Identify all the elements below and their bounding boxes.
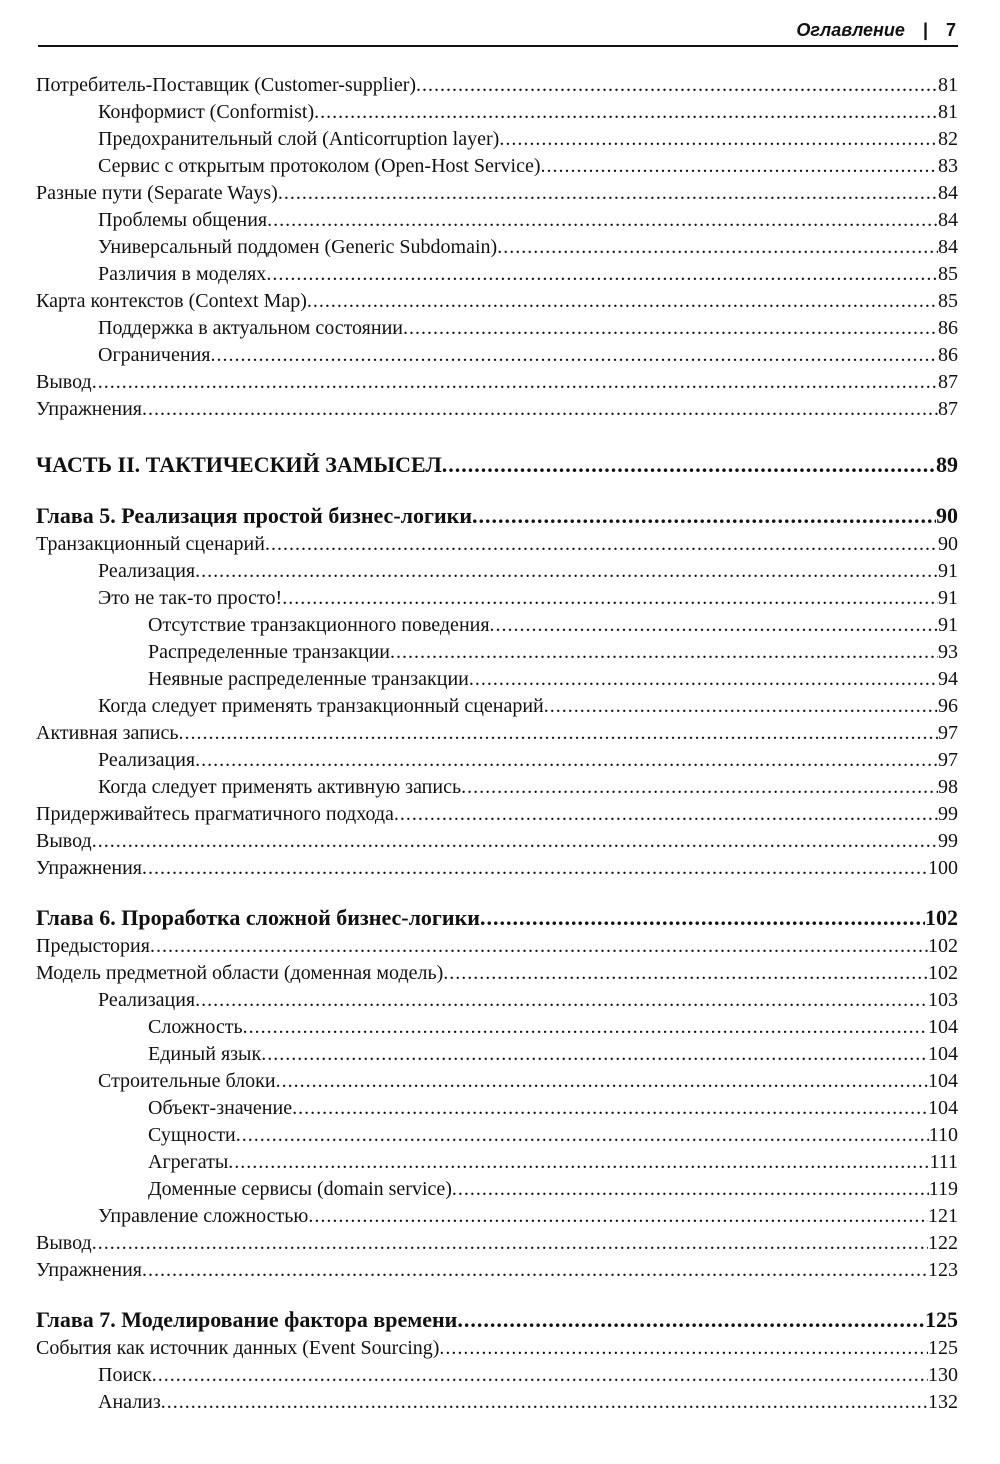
dot-leader	[152, 1362, 928, 1389]
toc-chapter-heading	[36, 903, 958, 933]
toc-entry	[36, 369, 958, 396]
dot-leader	[403, 315, 938, 342]
toc-entry-page: 94	[938, 668, 958, 690]
toc-part-heading	[36, 450, 958, 480]
toc-entry	[36, 1041, 958, 1068]
toc-entry-page: 102	[925, 905, 958, 930]
dot-leader	[544, 693, 938, 720]
toc-entry-title: Различия в моделях	[98, 263, 267, 285]
toc-entry-page: 91	[938, 560, 958, 582]
toc-entry	[36, 693, 958, 720]
toc-entry-page: 104	[928, 1097, 958, 1119]
toc-entry-page: 125	[925, 1307, 958, 1332]
toc-entry-title: Когда следует применять транзакционный сценарий	[98, 695, 544, 717]
dot-leader	[439, 1335, 928, 1362]
dot-leader	[472, 501, 936, 531]
toc-entry-title: Модель предметной области (доменная модель)	[36, 962, 444, 984]
toc-entry-page: 102	[928, 935, 958, 957]
toc-entry	[36, 987, 958, 1014]
toc-entry	[36, 1335, 958, 1362]
toc-entry-title: Это не так-то просто!	[98, 587, 283, 609]
toc-entry	[36, 960, 958, 987]
toc-entry	[36, 1203, 958, 1230]
toc-entry-title: Реализация	[98, 749, 196, 771]
dot-leader	[92, 369, 938, 396]
toc-entry-title: Сущности	[148, 1124, 236, 1146]
toc-entry-page: 104	[928, 1043, 958, 1065]
dot-leader	[92, 1230, 928, 1257]
dot-leader	[497, 234, 938, 261]
toc-entry-page: 132	[928, 1391, 958, 1413]
toc-entry-page: 84	[938, 209, 958, 231]
toc-entry	[36, 747, 958, 774]
toc-entry-title: Доменные сервисы (domain service)	[148, 1178, 452, 1200]
toc-entry-title: Объект-значение	[148, 1097, 293, 1119]
dot-leader	[452, 1176, 929, 1203]
toc-entry	[36, 1230, 958, 1257]
toc-entry-title: Отсутствие транзакционного поведения	[148, 614, 490, 636]
toc-entry	[36, 72, 958, 99]
dot-leader	[416, 72, 938, 99]
dot-leader	[278, 180, 938, 207]
toc-entry-page: 98	[938, 776, 958, 798]
dot-leader	[178, 720, 938, 747]
toc-entry	[36, 99, 958, 126]
toc-entry	[36, 315, 958, 342]
toc-entry-page: 91	[938, 614, 958, 636]
header-title: Оглавление	[796, 20, 905, 40]
dot-leader	[92, 828, 938, 855]
toc-entry-page: 99	[938, 803, 958, 825]
toc-entry	[36, 1014, 958, 1041]
toc-entry	[36, 261, 958, 288]
dot-leader	[307, 288, 938, 315]
dot-leader	[195, 747, 938, 774]
dot-leader	[161, 1389, 928, 1416]
toc-entry	[36, 126, 958, 153]
toc-entry-title: Упражнения	[36, 857, 142, 879]
toc-entry	[36, 855, 958, 882]
toc-entry	[36, 153, 958, 180]
toc-entry	[36, 828, 958, 855]
toc-entry-title: Глава 6. Проработка сложной бизнес-логики	[36, 905, 480, 930]
toc-entry-title: Предохранительный слой (Anticorruption layer)	[98, 128, 500, 150]
toc-entry-page: 100	[928, 857, 958, 879]
toc-entry	[36, 801, 958, 828]
dot-leader	[261, 1041, 928, 1068]
toc-entry-title: Разные пути (Separate Ways)	[36, 182, 278, 204]
toc-entry-title: Конформист (Conformist)	[98, 101, 315, 123]
toc-entry-title: Поиск	[98, 1364, 152, 1386]
toc-entry-title: Глава 5. Реализация простой бизнес-логики	[36, 503, 473, 528]
toc-entry-title: Карта контекстов (Context Map)	[36, 290, 307, 312]
toc-entry-page: 119	[928, 1178, 958, 1200]
toc-entry-page: 96	[938, 695, 958, 717]
toc-entry-title: Упражнения	[36, 1259, 142, 1281]
toc-entry	[36, 1068, 958, 1095]
toc-entry-title: Потребитель-Поставщик (Customer-supplier)	[36, 74, 417, 96]
toc-entry	[36, 207, 958, 234]
toc-entry	[36, 639, 958, 666]
toc-entry-page: 122	[928, 1232, 958, 1254]
dot-leader	[314, 99, 938, 126]
toc-entry-title: Строительные блоки	[98, 1070, 276, 1092]
toc-entry-title: Активная запись	[36, 722, 179, 744]
toc-entry-title: Сервис с открытым протоколом (Open-Host Service)	[98, 155, 541, 177]
dot-leader	[195, 987, 928, 1014]
toc-entry-title: Единый язык	[148, 1043, 262, 1065]
toc-entry-page: 104	[928, 1070, 958, 1092]
toc-entry-title: События как источник данных (Event Sourcing)	[36, 1337, 440, 1359]
toc-entry-title: Реализация	[98, 560, 196, 582]
toc-entry-page: 89	[936, 452, 958, 477]
dot-leader	[499, 126, 938, 153]
toc-entry-title: Предыстория	[36, 935, 150, 957]
toc-entry-page: 82	[938, 128, 958, 150]
toc-entry-page: 97	[938, 722, 958, 744]
toc-entry	[36, 558, 958, 585]
dot-leader	[142, 1257, 928, 1284]
toc-entry-page: 86	[938, 317, 958, 339]
header-separator: |	[922, 20, 928, 40]
dot-leader	[541, 153, 939, 180]
toc-entry	[36, 288, 958, 315]
dot-leader	[150, 933, 928, 960]
dot-leader	[461, 774, 938, 801]
toc-entry	[36, 585, 958, 612]
toc-entry-page: 91	[938, 587, 958, 609]
dot-leader	[390, 639, 938, 666]
toc-entry-page: 111	[929, 1151, 958, 1173]
toc-entry-title: Анализ	[98, 1391, 161, 1413]
dot-leader	[490, 612, 938, 639]
toc-entry-page: 87	[938, 371, 958, 393]
toc-entry-title: Ограничения	[98, 344, 211, 366]
dot-leader	[266, 261, 938, 288]
dot-leader	[469, 666, 938, 693]
toc-entry-page: 110	[928, 1124, 958, 1146]
dot-leader	[480, 903, 925, 933]
toc-entry	[36, 933, 958, 960]
toc-entry	[36, 1362, 958, 1389]
toc-entry-page: 85	[938, 263, 958, 285]
toc-entry-page: 84	[938, 236, 958, 258]
toc-entry	[36, 1176, 958, 1203]
dot-leader	[308, 1203, 928, 1230]
toc-entry-title: Проблемы общения	[98, 209, 268, 231]
toc-entry-page: 104	[928, 1016, 958, 1038]
toc-entry-title: Реализация	[98, 989, 196, 1011]
toc-entry-page: 90	[936, 503, 958, 528]
toc-entry-title: Придерживайтесь прагматичного подхода	[36, 803, 394, 825]
dot-leader	[243, 1014, 928, 1041]
toc-entry-page: 84	[938, 182, 958, 204]
toc-entry	[36, 396, 958, 423]
toc-entry-title: Поддержка в актуальном состоянии	[98, 317, 403, 339]
toc-entry-page: 86	[938, 344, 958, 366]
toc-entry-title: Когда следует применять активную запись	[98, 776, 462, 798]
toc-entry	[36, 612, 958, 639]
toc-entry	[36, 1257, 958, 1284]
toc-entry	[36, 720, 958, 747]
toc-entry	[36, 180, 958, 207]
toc-entry-title: Транзакционный сценарий	[36, 533, 265, 555]
toc-entry-page: 90	[938, 533, 958, 555]
toc-entry	[36, 234, 958, 261]
toc-entry-title: Глава 7. Моделирование фактора времени	[36, 1307, 458, 1332]
dot-leader	[228, 1149, 929, 1176]
toc-entry	[36, 774, 958, 801]
toc-entry	[36, 1122, 958, 1149]
toc-entry	[36, 342, 958, 369]
toc-entry	[36, 1095, 958, 1122]
toc-entry-title: Вывод	[36, 830, 92, 852]
dot-leader	[267, 207, 938, 234]
toc-entry-title: Управление сложностью	[98, 1205, 309, 1227]
toc-entry-page: 83	[938, 155, 958, 177]
toc-entry-page: 125	[928, 1337, 958, 1359]
toc-entry-title: Упражнения	[36, 398, 142, 420]
toc-entry-title: Неявные распределенные транзакции	[148, 668, 469, 690]
toc-entry-title: Распределенные транзакции	[148, 641, 390, 663]
dot-leader	[142, 855, 928, 882]
toc-entry	[36, 1389, 958, 1416]
toc-entry-title: Вывод	[36, 371, 92, 393]
toc-entry-page: 85	[938, 290, 958, 312]
dot-leader	[210, 342, 938, 369]
toc-entry-page: 81	[938, 101, 958, 123]
toc-entry-title: Сложность	[148, 1016, 243, 1038]
dot-leader	[265, 531, 938, 558]
toc-entry-page: 93	[938, 641, 958, 663]
dot-leader	[442, 450, 936, 480]
dot-leader	[142, 396, 938, 423]
toc-entry-page: 99	[938, 830, 958, 852]
toc-chapter-heading	[36, 501, 958, 531]
toc-entry-page: 97	[938, 749, 958, 771]
dot-leader	[443, 960, 928, 987]
toc-entry	[36, 666, 958, 693]
dot-leader	[236, 1122, 929, 1149]
table-of-contents	[36, 72, 958, 1416]
dot-leader	[195, 558, 938, 585]
toc-entry-page: 81	[938, 74, 958, 96]
toc-entry-page: 123	[928, 1259, 958, 1281]
dot-leader	[276, 1068, 928, 1095]
toc-entry-page: 102	[928, 962, 958, 984]
toc-chapter-heading	[36, 1305, 958, 1335]
dot-leader	[282, 585, 938, 612]
toc-entry-page: 130	[928, 1364, 958, 1386]
toc-entry-page: 103	[928, 989, 958, 1011]
toc-entry	[36, 531, 958, 558]
toc-entry-page: 87	[938, 398, 958, 420]
toc-entry-title: Вывод	[36, 1232, 92, 1254]
toc-entry	[36, 1149, 958, 1176]
dot-leader	[292, 1095, 928, 1122]
toc-entry-title: Агрегаты	[148, 1151, 229, 1173]
dot-leader	[457, 1305, 925, 1335]
header-content	[796, 20, 956, 41]
dot-leader	[394, 801, 938, 828]
header-page-number: 7	[945, 20, 956, 40]
toc-entry-title: ЧАСТЬ II. ТАКТИЧЕСКИЙ ЗАМЫСЕЛ	[36, 452, 442, 477]
toc-entry-title: Универсальный поддомен (Generic Subdomain)	[98, 236, 498, 258]
running-header	[38, 16, 958, 47]
toc-entry-page: 121	[928, 1205, 958, 1227]
